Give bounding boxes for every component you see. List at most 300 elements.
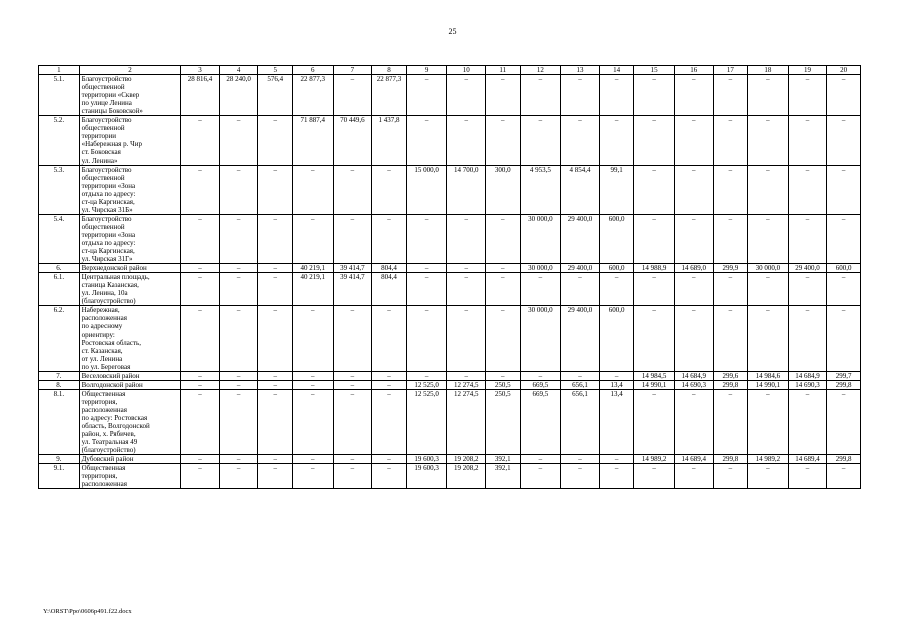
value-cell: –: [520, 455, 561, 464]
value-cell: 14 984,5: [634, 371, 675, 380]
value-cell: –: [219, 165, 258, 214]
value-cell: –: [333, 306, 372, 371]
value-cell: –: [372, 371, 407, 380]
object-name-line: район, х. Рябичев,: [81, 430, 136, 439]
value-cell: 14 689,0: [674, 264, 713, 273]
value-cell: 12 274,5: [447, 380, 486, 389]
value-cell: 14 989,2: [634, 455, 675, 464]
value-cell: –: [599, 75, 634, 116]
value-cell: –: [788, 75, 827, 116]
column-number-cell: 1: [39, 66, 80, 75]
column-number-cell: 14: [599, 66, 634, 75]
column-number-cell: 5: [258, 66, 293, 75]
value-cell: –: [788, 273, 827, 306]
value-cell: –: [486, 306, 521, 371]
value-cell: 40 219,1: [292, 264, 333, 273]
value-cell: –: [333, 371, 372, 380]
value-cell: –: [827, 214, 861, 263]
value-cell: –: [447, 273, 486, 306]
column-number-cell: 11: [486, 66, 521, 75]
column-number-cell: 12: [520, 66, 561, 75]
object-name-line: территории: [81, 132, 117, 141]
value-cell: –: [219, 455, 258, 464]
value-cell: 299,8: [713, 455, 748, 464]
value-cell: –: [599, 273, 634, 306]
object-name-line: Благоустройство: [81, 214, 132, 223]
value-cell: 29 400,0: [561, 306, 600, 371]
object-name-line: Верхнедонской район: [81, 264, 147, 273]
value-cell: –: [561, 75, 600, 116]
value-cell: 30 000,0: [748, 264, 789, 273]
object-name-line: Набережная,: [81, 306, 120, 315]
value-cell: 250,5: [486, 380, 521, 389]
value-cell: –: [219, 380, 258, 389]
value-cell: 392,1: [486, 455, 521, 464]
object-name-line: станицы Боковской»: [81, 107, 143, 116]
value-cell: –: [748, 75, 789, 116]
value-cell: 29 400,0: [788, 264, 827, 273]
value-cell: 14 690,3: [788, 380, 827, 389]
value-cell: 28 816,4: [181, 75, 220, 116]
value-cell: 669,5: [520, 380, 561, 389]
value-cell: –: [333, 165, 372, 214]
value-cell: –: [292, 455, 333, 464]
object-name-line: «Набережная р. Чир: [81, 140, 142, 149]
value-cell: 656,1: [561, 380, 600, 389]
value-cell: –: [634, 165, 675, 214]
value-cell: –: [561, 464, 600, 489]
value-cell: –: [258, 116, 293, 165]
value-cell: –: [713, 116, 748, 165]
object-name-cell: [79, 75, 181, 116]
value-cell: –: [219, 273, 258, 306]
value-cell: 14 690,3: [674, 380, 713, 389]
value-cell: –: [599, 116, 634, 165]
file-path-footer: Y:\ORST\Ppo\0606p491.f22.docx: [43, 608, 132, 615]
value-cell: –: [674, 214, 713, 263]
table-row: [39, 371, 861, 380]
value-cell: –: [258, 464, 293, 489]
value-cell: 14 700,0: [447, 165, 486, 214]
value-cell: –: [827, 273, 861, 306]
value-cell: –: [181, 273, 220, 306]
table-row: [39, 214, 861, 263]
column-number-cell: 6: [292, 66, 333, 75]
value-cell: –: [486, 116, 521, 165]
column-number-cell: 18: [748, 66, 789, 75]
value-cell: –: [748, 273, 789, 306]
value-cell: 99,1: [599, 165, 634, 214]
value-cell: –: [258, 455, 293, 464]
object-name-line: отдыха по адресу:: [81, 238, 136, 247]
object-name-line: по адресу: Ростовская: [81, 413, 148, 422]
column-number-cell: 9: [406, 66, 447, 75]
object-name-line: ориентиру:: [81, 330, 115, 339]
value-cell: 600,0: [599, 264, 634, 273]
value-cell: –: [181, 264, 220, 273]
value-cell: –: [447, 75, 486, 116]
object-name-line: Центральная площадь,: [81, 273, 150, 282]
value-cell: –: [713, 306, 748, 371]
object-name-cell: [79, 273, 181, 306]
column-number-cell: 4: [219, 66, 258, 75]
value-cell: 19 600,3: [406, 464, 447, 489]
row-number-cell: 8.: [39, 380, 80, 389]
value-cell: –: [634, 464, 675, 489]
value-cell: 28 240,0: [219, 75, 258, 116]
column-number-row: [39, 66, 861, 75]
value-cell: –: [561, 455, 600, 464]
row-number-cell: 5.2.: [39, 116, 80, 165]
value-cell: –: [827, 306, 861, 371]
table-row: [39, 75, 861, 116]
value-cell: 804,4: [372, 273, 407, 306]
value-cell: 576,4: [258, 75, 293, 116]
value-cell: –: [292, 380, 333, 389]
value-cell: –: [447, 116, 486, 165]
value-cell: 1 437,8: [372, 116, 407, 165]
page-number: 25: [448, 27, 457, 36]
value-cell: 12 274,5: [447, 389, 486, 454]
value-cell: 669,5: [520, 389, 561, 454]
object-name-line: по ул. Береговая: [81, 362, 131, 371]
value-cell: –: [520, 116, 561, 165]
table-row: [39, 389, 861, 454]
object-name-line: Веселовский район: [81, 371, 140, 380]
value-cell: –: [292, 214, 333, 263]
object-name-line: ст. Казанская,: [81, 346, 123, 355]
value-cell: 22 877,3: [292, 75, 333, 116]
object-name-line: ул. Театральная 49: [81, 438, 138, 447]
value-cell: 299,7: [827, 371, 861, 380]
value-cell: 14 984,6: [748, 371, 789, 380]
value-cell: 299,8: [827, 380, 861, 389]
value-cell: –: [447, 371, 486, 380]
value-cell: –: [599, 455, 634, 464]
value-cell: –: [827, 389, 861, 454]
object-name-line: ул. Чирская 31Г»: [81, 255, 133, 264]
row-number-cell: 6.1.: [39, 273, 80, 306]
value-cell: –: [634, 389, 675, 454]
value-cell: –: [258, 264, 293, 273]
object-name-cell: [79, 264, 181, 273]
value-cell: –: [258, 380, 293, 389]
value-cell: –: [713, 464, 748, 489]
object-name-cell: [79, 306, 181, 371]
value-cell: –: [634, 116, 675, 165]
object-name-line: территории «Зона: [81, 181, 136, 190]
value-cell: –: [406, 306, 447, 371]
value-cell: –: [292, 389, 333, 454]
value-cell: –: [748, 165, 789, 214]
value-cell: –: [674, 306, 713, 371]
value-cell: –: [748, 389, 789, 454]
object-name-cell: [79, 116, 181, 165]
value-cell: –: [219, 389, 258, 454]
object-name-line: общественной: [81, 83, 125, 92]
value-cell: 299,6: [713, 371, 748, 380]
object-name-line: от ул. Ленина: [81, 354, 123, 363]
value-cell: –: [634, 75, 675, 116]
object-name-line: территории «Зона: [81, 230, 136, 239]
value-cell: 14 689,4: [674, 455, 713, 464]
value-cell: 19 600,3: [406, 455, 447, 464]
value-cell: –: [258, 389, 293, 454]
row-number-cell: 9.1.: [39, 464, 80, 489]
value-cell: –: [561, 116, 600, 165]
object-name-line: территории «Сквер: [81, 91, 140, 100]
value-cell: –: [674, 389, 713, 454]
value-cell: –: [219, 306, 258, 371]
value-cell: –: [713, 389, 748, 454]
value-cell: –: [674, 116, 713, 165]
value-cell: 14 684,9: [788, 371, 827, 380]
column-number-cell: 3: [181, 66, 220, 75]
value-cell: –: [486, 371, 521, 380]
value-cell: 14 689,4: [788, 455, 827, 464]
value-cell: –: [258, 273, 293, 306]
value-cell: –: [219, 214, 258, 263]
value-cell: –: [372, 455, 407, 464]
object-name-line: по улице Ленина: [81, 99, 132, 108]
value-cell: –: [634, 214, 675, 263]
value-cell: –: [447, 306, 486, 371]
value-cell: 299,8: [713, 380, 748, 389]
value-cell: –: [372, 380, 407, 389]
value-cell: 15 000,0: [406, 165, 447, 214]
value-cell: –: [599, 464, 634, 489]
value-cell: 22 877,3: [372, 75, 407, 116]
value-cell: –: [406, 371, 447, 380]
value-cell: 4 953,5: [520, 165, 561, 214]
column-number-cell: 17: [713, 66, 748, 75]
value-cell: 14 990,1: [748, 380, 789, 389]
value-cell: –: [181, 455, 220, 464]
value-cell: 300,0: [486, 165, 521, 214]
value-cell: –: [181, 306, 220, 371]
value-cell: –: [258, 165, 293, 214]
object-name-line: (благоустройство): [81, 446, 136, 455]
object-name-cell: [79, 389, 181, 454]
object-name-cell: [79, 371, 181, 380]
value-cell: –: [827, 464, 861, 489]
value-cell: –: [713, 214, 748, 263]
value-cell: –: [748, 116, 789, 165]
value-cell: –: [674, 273, 713, 306]
value-cell: –: [333, 214, 372, 263]
column-number-cell: 19: [788, 66, 827, 75]
value-cell: 600,0: [599, 306, 634, 371]
value-cell: 4 854,4: [561, 165, 600, 214]
value-cell: –: [181, 214, 220, 263]
value-cell: 39 414,7: [333, 273, 372, 306]
value-cell: –: [406, 214, 447, 263]
value-cell: 14 989,2: [748, 455, 789, 464]
value-cell: –: [674, 165, 713, 214]
value-cell: 656,1: [561, 389, 600, 454]
object-name-line: общественной: [81, 222, 125, 231]
object-name-line: общественной: [81, 124, 125, 133]
value-cell: –: [372, 464, 407, 489]
value-cell: –: [748, 464, 789, 489]
value-cell: 250,5: [486, 389, 521, 454]
value-cell: –: [788, 214, 827, 263]
object-name-line: общественной: [81, 173, 125, 182]
value-cell: –: [292, 371, 333, 380]
value-cell: –: [181, 464, 220, 489]
object-name-line: территория,: [81, 472, 118, 481]
value-cell: –: [447, 264, 486, 273]
table-row: [39, 273, 861, 306]
object-name-line: расположенная: [81, 405, 127, 414]
value-cell: –: [520, 371, 561, 380]
value-cell: –: [181, 389, 220, 454]
value-cell: –: [788, 116, 827, 165]
value-cell: –: [748, 306, 789, 371]
row-number-cell: 6.2.: [39, 306, 80, 371]
object-name-cell: [79, 165, 181, 214]
object-name-line: Благоустройство: [81, 165, 132, 174]
value-cell: 14 988,9: [634, 264, 675, 273]
value-cell: –: [447, 214, 486, 263]
value-cell: –: [713, 273, 748, 306]
value-cell: –: [788, 389, 827, 454]
value-cell: –: [292, 306, 333, 371]
value-cell: 14 990,1: [634, 380, 675, 389]
row-number-cell: 8.1.: [39, 389, 80, 454]
row-number-cell: 5.1.: [39, 75, 80, 116]
value-cell: 30 000,0: [520, 214, 561, 263]
value-cell: –: [634, 273, 675, 306]
row-number-cell: 9.: [39, 455, 80, 464]
value-cell: –: [372, 165, 407, 214]
value-cell: –: [486, 214, 521, 263]
object-name-line: Дубовский район: [81, 455, 134, 464]
value-cell: 19 208,2: [447, 464, 486, 489]
object-name-line: расположенная: [81, 314, 127, 323]
column-number-cell: 2: [79, 66, 181, 75]
object-name-line: ул. Ленина, 10а: [81, 289, 128, 298]
value-cell: –: [561, 273, 600, 306]
object-name-line: отдыха по адресу:: [81, 189, 136, 198]
column-number-cell: 16: [674, 66, 713, 75]
value-cell: –: [713, 165, 748, 214]
object-name-line: ул. Чирская 31Б»: [81, 205, 133, 214]
object-name-line: область, Волгодонской: [81, 422, 150, 431]
object-name-line: ст-ца Каргинская,: [81, 197, 135, 206]
object-name-line: ст-ца Каргинская,: [81, 247, 135, 256]
table-row: [39, 380, 861, 389]
value-cell: –: [406, 264, 447, 273]
value-cell: –: [181, 371, 220, 380]
value-cell: –: [486, 75, 521, 116]
value-cell: –: [713, 75, 748, 116]
value-cell: 29 400,0: [561, 214, 600, 263]
value-cell: –: [333, 75, 372, 116]
value-cell: –: [634, 306, 675, 371]
column-number-cell: 10: [447, 66, 486, 75]
value-cell: 19 208,2: [447, 455, 486, 464]
object-name-cell: [79, 455, 181, 464]
value-cell: –: [674, 464, 713, 489]
value-cell: –: [406, 116, 447, 165]
object-name-line: территория,: [81, 397, 118, 406]
value-cell: –: [827, 116, 861, 165]
value-cell: 71 887,4: [292, 116, 333, 165]
value-cell: –: [520, 464, 561, 489]
value-cell: 29 400,0: [561, 264, 600, 273]
value-cell: –: [333, 464, 372, 489]
value-cell: 600,0: [599, 214, 634, 263]
value-cell: –: [520, 273, 561, 306]
value-cell: 13,4: [599, 389, 634, 454]
value-cell: –: [788, 306, 827, 371]
value-cell: 804,4: [372, 264, 407, 273]
object-name-line: по адресному: [81, 322, 123, 331]
table-row: [39, 455, 861, 464]
object-name-line: (благоустройство): [81, 297, 136, 306]
object-name-cell: [79, 464, 181, 489]
value-cell: –: [561, 371, 600, 380]
value-cell: –: [372, 214, 407, 263]
value-cell: –: [219, 264, 258, 273]
table-row: [39, 264, 861, 273]
column-number-cell: 13: [561, 66, 600, 75]
value-cell: –: [219, 371, 258, 380]
value-cell: 39 414,7: [333, 264, 372, 273]
value-cell: 40 219,1: [292, 273, 333, 306]
value-cell: –: [674, 75, 713, 116]
table-row: [39, 464, 861, 489]
value-cell: –: [219, 464, 258, 489]
value-cell: –: [181, 165, 220, 214]
value-cell: 14 684,9: [674, 371, 713, 380]
object-name-line: Общественная: [81, 464, 126, 473]
table-row: [39, 165, 861, 214]
object-name-line: Волгодонской район: [81, 380, 143, 389]
value-cell: 299,8: [827, 455, 861, 464]
value-cell: 12 525,0: [406, 389, 447, 454]
value-cell: –: [372, 389, 407, 454]
value-cell: 299,9: [713, 264, 748, 273]
object-name-line: ул. Ленина»: [81, 156, 118, 165]
value-cell: –: [258, 371, 293, 380]
row-number-cell: 6.: [39, 264, 80, 273]
column-number-cell: 15: [634, 66, 675, 75]
value-cell: –: [486, 273, 521, 306]
value-cell: –: [258, 214, 293, 263]
column-number-cell: 20: [827, 66, 861, 75]
value-cell: –: [748, 214, 789, 263]
value-cell: 30 000,0: [520, 264, 561, 273]
table-row: [39, 306, 861, 371]
value-cell: –: [219, 116, 258, 165]
column-number-cell: 7: [333, 66, 372, 75]
value-cell: –: [827, 75, 861, 116]
value-cell: 392,1: [486, 464, 521, 489]
row-number-cell: 5.3.: [39, 165, 80, 214]
value-cell: –: [406, 75, 447, 116]
table-row: [39, 116, 861, 165]
value-cell: –: [788, 165, 827, 214]
value-cell: 600,0: [827, 264, 861, 273]
budget-table: [38, 65, 861, 489]
object-name-line: Общественная: [81, 389, 126, 398]
value-cell: 70 449,6: [333, 116, 372, 165]
value-cell: –: [788, 464, 827, 489]
object-name-line: Ростовская область,: [81, 338, 141, 347]
object-name-cell: [79, 380, 181, 389]
